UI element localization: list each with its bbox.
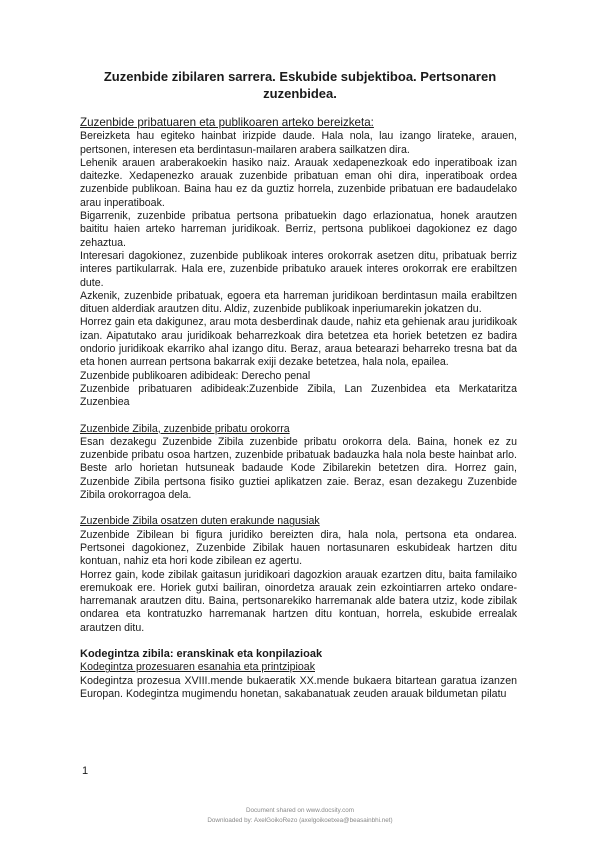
paragraph: Zuzenbide publikoaren adibideak: Derecho penal xyxy=(80,369,311,382)
chapter-heading: Kodegintza zibila: eranskinak eta konpilazioak xyxy=(80,647,323,660)
document-footer xyxy=(0,806,600,825)
footer-shared-line: Document shared on www.docsity.com xyxy=(245,807,355,814)
paragraph: Lehenik arauen araberakoekin hasiko naiz. Arauak xedapenezkoak edo inperatiboak izan daitezke. Xedapenezko arauak zuzenbide pribatuan eman ohi dira, inperatiboak ordea zuzenbide publikoan. Baina hau ez da guztiz horrela, zuzenbide pribatuan ere badaudelako arau inperatiboak. xyxy=(80,156,517,209)
paragraph: Esan dezakegu Zuzenbide Zibila zuzenbide pribatu orokorra dela. Baina, honek ez zu zuzenbide pribatu osoa hartzen, zuzenbide pribatuak badauzka hala nola beste hainbat arlo. Beste arlo horietan hutsuneak badaude Kode Zibilarekin betetzen dira. Horrez gain, Zuzenbide Zibila pertsona fisiko guztiei aplikatzen zaie. Beraz, esan dezakegu Zuzenbide Zibila orokorragoa dela. xyxy=(80,435,517,502)
paragraph: Zuzenbide pribatuaren adibideak:Zuzenbide Zibila, Lan Zuzenbidea eta Merkataritza Zuzenbiea xyxy=(80,382,517,409)
paragraph: Bigarrenik, zuzenbide pribatua pertsona pribatuekin dago erlazionatua, honek arautzen baititu haien arteko harreman juridikoak. Berriz, pertsona publikoei dagokionez ez dago zehaztua. xyxy=(80,210,517,249)
paragraph: Horrez gain, kode zibilak gaitasun juridikoari dagozkion arauak ezartzen ditu, baita familaiko eremukoak ere. Horiek gutxi bailiran, oinordetza arauak zein ezkointiarren arteko ondare-harremanak arautzen ditu. Baina, pertsonarekiko harremanak alde batera utziz, kode zibilak ondarea eta kontratuzko harremanak hartzen ditu kontuan, horrela, eskubide errealak arautzen ditu. xyxy=(80,568,517,634)
paragraph: Kodegintza prozesua XVIII.mende bukaeratik XX.mende bukaera bitartean garatua izanzen Europan. Kodegintza mugimendu honetan, sakabanatuak zeuden arauak bildumetan pilatu xyxy=(80,674,517,700)
paragraph: Interesari dagokionez, zuzenbide publikoak interes orokorrak asetzen ditu, pribatuak berriz interes partikularrak. Hala ere, zuzenbide pribatuko arauek interes orokorrak ere erabiltzen dute. xyxy=(80,249,517,289)
document-body xyxy=(80,116,517,701)
section-subheading: Kodegintza prozesuaren esanahia eta printzipioak xyxy=(80,661,315,674)
paragraph: Azkenik, zuzenbide pribatuak, egoera eta harreman juridikoan berdintasun maila erabiltzen dituen alderdiak arautzen ditu. Aldiz, zuzenbide publikoak inperiumarekin jokatzen du. xyxy=(80,289,517,316)
paragraph: Bereizketa hau egiteko hainbat irizpide daude. Hala nola, lau izango lirateke, arauen, pertsonen, interesen eta berdintasun-mailaren arabera sailkatzen dira. xyxy=(80,130,517,156)
footer-download-line: Downloaded by: AxelGoikoRezo (axelgoikoetxea@beasainbhi.net) xyxy=(207,816,393,824)
page-number: 1 xyxy=(82,765,89,777)
section-heading: Zuzenbide pribatuaren eta publikoaren arteko bereizketa: xyxy=(80,116,374,129)
page-title: Zuzenbide zibilaren sarrera. Eskubide subjektiboa. Pertsonaren zuzenbidea. xyxy=(103,69,497,101)
section-heading: Zuzenbide Zibila, zuzenbide pribatu orokorra xyxy=(80,422,290,435)
paragraph: Horrez gain eta dakigunez, arau mota desberdinak daude, nahiz eta gehienak arau juridikoak izan. Aipatutako arau juridikoak beharrezkoak dira betetzea eta horiek betetzen ez badira ondorio juridikoak ekarriko ahal izango ditu. Beraz, araua betearazi beharreko tresna bat da eta honen aurrean pertsona bakarrak exiji dezake betetzea, hala nola, epailea. xyxy=(80,316,517,369)
section-heading: Zuzenbide Zibila osatzen duten erakunde nagusiak xyxy=(80,515,320,528)
paragraph: Zuzenbide Zibilean bi figura juridiko bereizten dira, hala nola, pertsona eta ondarea. Pertsonei dagokionez, Zuzenbide Zibilak hauen nortasunaren eskubideak hartzen ditu kontuan, nahiz eta hori kode zibilean ez agertu. xyxy=(80,528,517,568)
